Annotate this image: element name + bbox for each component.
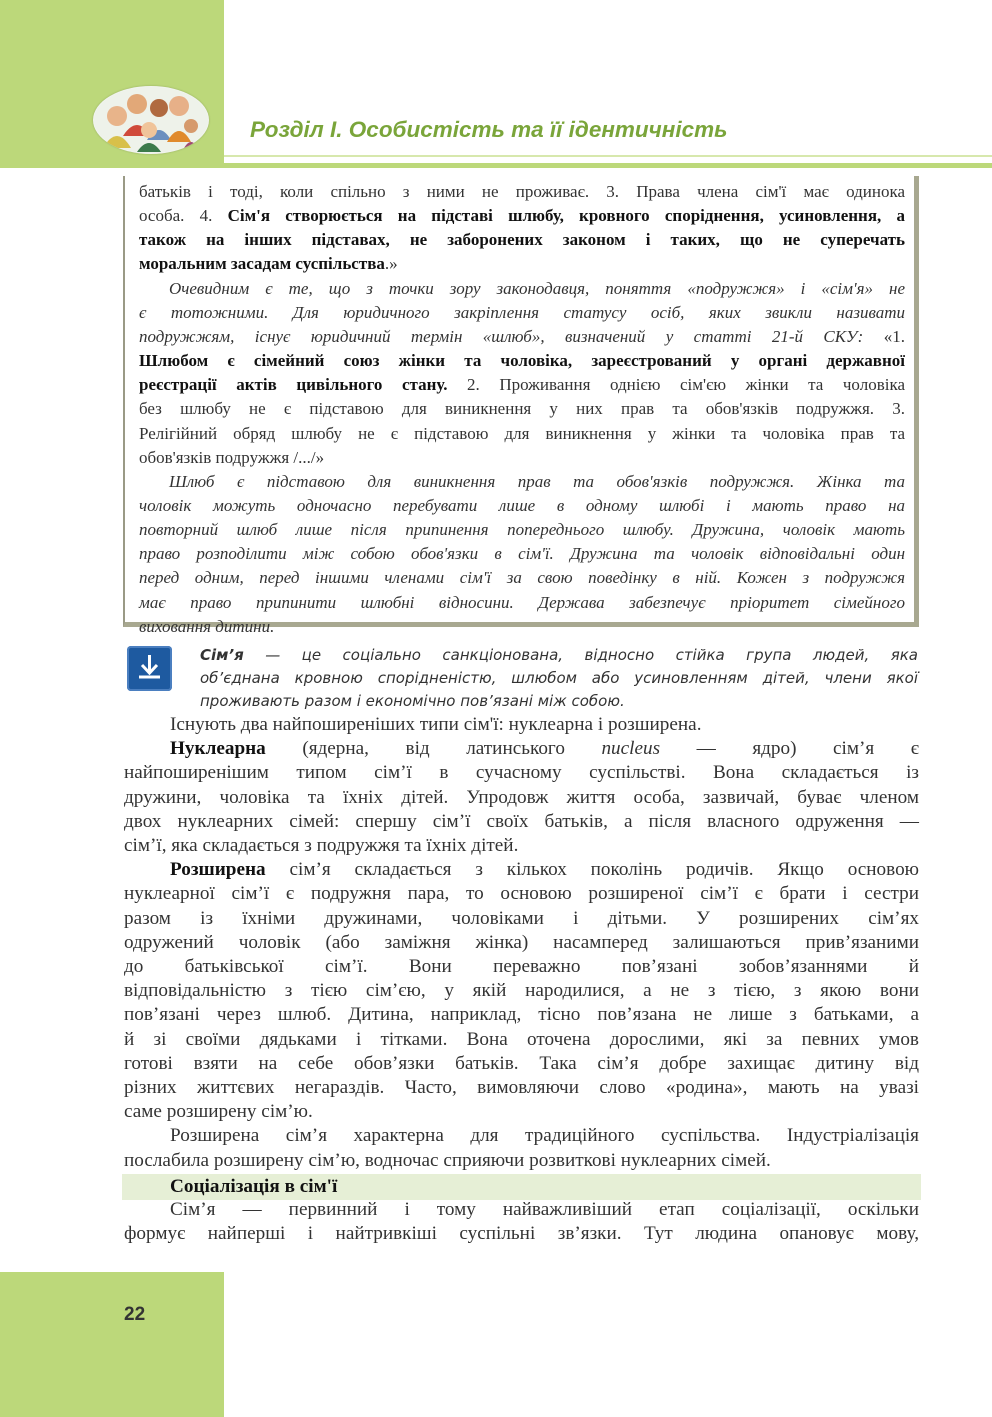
page-number: 22 — [124, 1304, 146, 1325]
text-line — [139, 615, 905, 639]
text-line — [139, 446, 905, 470]
paragraph-line — [170, 858, 919, 882]
text-fragment: разом із їхніми дружинами, чоловіками і дітьми. У розширених сім’ях — [124, 907, 919, 929]
paragraph-line — [124, 761, 919, 785]
paragraph-line — [124, 1003, 919, 1027]
text-fragment: готові взяти на себе обов’язки батьків. Така сім’я добре захищає дитину від — [124, 1052, 919, 1074]
header-divider-light — [224, 155, 992, 157]
text-line — [139, 422, 905, 446]
paragraph-line — [124, 1052, 919, 1076]
text-fragment: 2. Проживання однією сім'єю жінки та чоловіка — [447, 375, 905, 395]
text-fragment: особа. 4. — [139, 206, 228, 226]
text-fragment: Сім'я створюється на підставі шлюбу, кровного споріднення, усиновлення, а — [227, 206, 905, 226]
text-line — [139, 252, 905, 276]
paragraph-line — [124, 1149, 919, 1173]
text-fragment: Шлюбом є сімейний союз жінки та чоловіка, зареєстрований у органі державної — [139, 351, 905, 371]
text-fragment: перед одним, перед іншими членами сім'ї за свою поведінку в ній. Кожен з подружжя — [139, 568, 905, 588]
text-fragment: об’єднана кровною спорідненістю, шлюбом або усиновленням дітей, члени якої — [200, 669, 918, 687]
text-line — [139, 349, 905, 373]
paragraph-line — [170, 1198, 919, 1222]
text-line — [139, 518, 905, 542]
sidebar-bottom-band — [0, 1272, 224, 1417]
text-line — [139, 470, 905, 494]
paragraph-line — [124, 955, 919, 979]
text-fragment: проживають разом і економічно пов’язані між собою. — [200, 692, 625, 710]
paragraph-line — [124, 810, 919, 834]
text-fragment: nucleus — [601, 738, 661, 760]
chapter-title: Розділ І. Особистість та її ідентичність — [250, 117, 728, 142]
text-fragment: нуклеарної сім’ї є подружня пара, то основою розширеної сім’ї є брати і сестри — [124, 883, 919, 905]
text-fragment: Розширена — [170, 859, 266, 881]
text-fragment: Існують два найпоширеніших типи сім'ї: нуклеарна і розширена. — [170, 714, 702, 735]
text-fragment: відповідальністю з тією сім’єю, у якій народилися, а не з тією, з якою вони — [124, 980, 919, 1002]
text-fragment: без шлюбу не є підставою для виникнення у них прав та обов'язків подружжя. 3. — [139, 399, 905, 419]
text-fragment: формує найперші і найтривкіші суспільні зв’язки. Тут людина опановує мову, — [124, 1223, 919, 1245]
text-fragment: Нуклеарна — [170, 738, 266, 760]
text-fragment: Розширена сім’я характерна для традиційного суспільства. Індустріалізація — [170, 1125, 919, 1147]
section-heading: Соціалізація в сім'ї — [170, 1176, 338, 1197]
paragraph-line — [124, 786, 919, 810]
paragraph-line — [170, 1124, 919, 1148]
text-fragment: повторний шлюб лише після припинення попереднього шлюбу. Дружина, чоловік мають — [139, 520, 905, 540]
text-line — [200, 690, 918, 713]
text-fragment: моральним засадам суспільства — [139, 254, 385, 274]
text-fragment: сім’я складається з кількох поколінь родичів. Якщо основою — [265, 859, 919, 881]
text-fragment: подружжям, існує юридичний термін «шлюб», визначений у статті 21-й СКУ: — [139, 326, 884, 346]
text-fragment: Очевидним є те, що з точки зору законодавця, поняття «подружжя» і «сім'я» не — [169, 278, 905, 298]
text-line — [200, 644, 918, 667]
text-fragment: Релігійний обряд шлюбу не є підставою для виникнення у жінки та чоловіка прав та — [139, 423, 905, 443]
paragraph-line — [124, 979, 919, 1003]
paragraph-line — [124, 834, 919, 858]
text-fragment: батьків і тоді, коли спільно з ними не проживає. 3. Права члена сім'ї має одинока — [139, 182, 905, 201]
text-fragment: Шлюб є підставою для виникнення прав та обов'язків подружжя. Жінка та — [169, 471, 905, 491]
text-line — [139, 566, 905, 590]
paragraph-line — [170, 737, 919, 761]
text-fragment: Сім’я — [200, 646, 244, 664]
paragraph-line — [124, 1028, 919, 1052]
text-fragment: послабила розширену сім’ю, водночас сприяючи розвиткові нуклеарних сімей. — [124, 1149, 771, 1171]
text-fragment: — ядро) сім’я є — [660, 738, 919, 760]
text-fragment: саме розширену сім’ю. — [124, 1101, 313, 1123]
text-fragment: також на інших підставах, не заборонених законом і таких, що не суперечать — [139, 230, 905, 250]
text-line — [139, 373, 905, 397]
paragraph-line — [124, 1100, 919, 1124]
text-line — [139, 277, 905, 301]
text-fragment: найпоширенішим типом сім’ї в сучасному суспільстві. Вона складається із — [124, 762, 919, 784]
paragraph-line — [124, 907, 919, 931]
text-line — [139, 180, 905, 204]
text-fragment: різних життєвих негараздів. Часто, вимовляючи слово «родина», мають на увазі — [124, 1077, 919, 1098]
family-illustration-icon — [93, 86, 209, 154]
text-line — [139, 542, 905, 566]
text-line — [139, 494, 905, 518]
text-fragment: має право припинити шлюбні відносини. Держава забезпечує пріоритет сімейного — [139, 592, 905, 612]
text-fragment: право розподілити між собою обов'язки в сім'ї. Дружина та чоловік відповідальні один — [139, 544, 905, 564]
text-fragment: дружини, чоловіка та їхніх дітей. Упродовж життя особа, зазвичай, буває членом — [124, 786, 919, 808]
text-fragment: до батьківської сім’ї. Вони переважно пов’язані зобов’язаннями й — [124, 956, 919, 977]
paragraph-line — [170, 713, 919, 737]
text-fragment: «1. — [883, 326, 905, 346]
text-line — [139, 301, 905, 325]
text-fragment: обов'язків подружжя /.../» — [139, 447, 325, 467]
text-fragment: двох нуклеарних сімей: спершу сім’ї своїх батьків, а після власного одруження — — [124, 810, 919, 832]
text-line — [200, 667, 918, 690]
text-line — [139, 397, 905, 421]
text-line — [139, 204, 905, 228]
text-fragment: пов’язані через шлюб. Дитина, наприклад, тісно пов’язана не лише з батьками, а — [124, 1004, 919, 1026]
text-fragment: — це соціально санкціонована, відносно стійка група людей, яка — [243, 646, 918, 664]
text-fragment: (ядерна, від латинського — [265, 738, 602, 760]
text-fragment: є тотожними. Для юридичного закріплення статусу осіб, яких звикли називати — [139, 302, 905, 322]
text-fragment: виховання дитини. — [139, 616, 275, 636]
paragraph-line — [124, 882, 919, 906]
text-fragment: сім’ї, яка складається з подружжя та їхніх дітей. — [124, 835, 519, 856]
download-definition-icon — [127, 646, 172, 691]
text-fragment: реєстрації актів цивільного стану. — [139, 375, 448, 395]
paragraph-line — [124, 1076, 919, 1100]
legal-quote-box — [123, 176, 919, 636]
text-line — [139, 591, 905, 615]
header-divider — [224, 163, 992, 168]
text-fragment: й зі своїми дядьками і тітками. Вона оточена дорослими, які за певних умов — [124, 1028, 919, 1050]
paragraph-line — [124, 1222, 919, 1246]
text-fragment: Сім’я — первинний і тому найважливіший етап соціалізації, оскільки — [170, 1199, 919, 1220]
text-fragment: .» — [384, 254, 398, 274]
text-fragment: чоловік можуть одночасно перебувати лише в одному шлюбі і мають право на — [139, 495, 905, 515]
text-fragment: одружений чоловік (або заміжня жінка) насамперед залишаються прив’язаними — [124, 931, 919, 953]
paragraph-line — [124, 931, 919, 955]
text-line — [139, 325, 905, 349]
text-line — [139, 228, 905, 252]
